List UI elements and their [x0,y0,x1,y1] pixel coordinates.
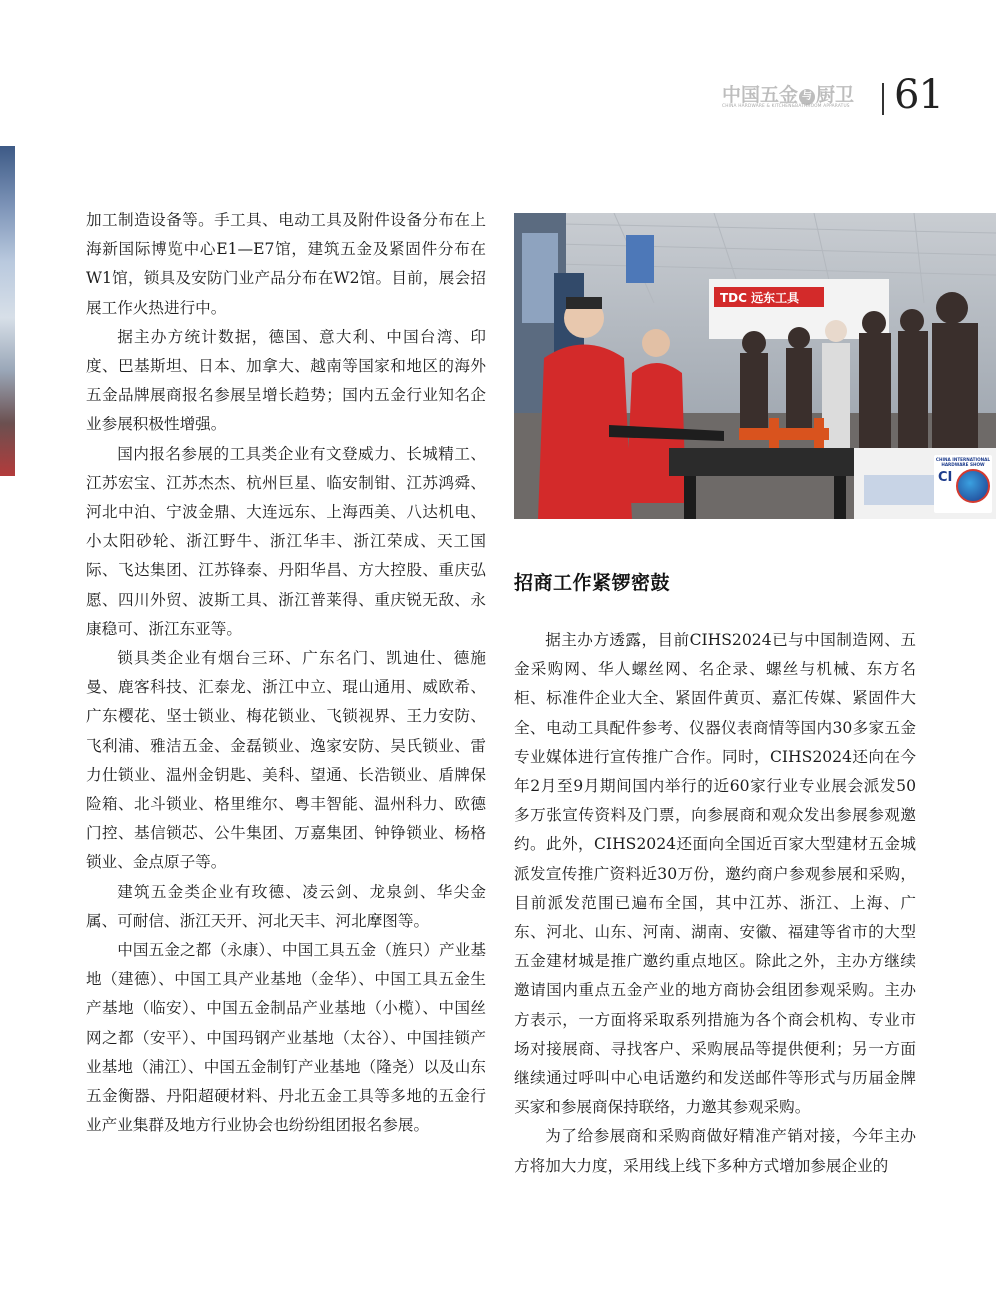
globe-icon [956,469,990,503]
edge-photo-strip [0,146,15,476]
paragraph: 为了给参展商和采购商做好精准产销对接，今年主办方将加大力度，采用线上线下多种方式增加参展企业的 [514,1127,916,1175]
paragraph: 建筑五金类企业有玫德、凌云剑、龙泉剑、华尖金属、可耐信、浙江天开、河北天丰、河北摩图等。 [86,882,486,930]
paragraph: 据主办方统计数据，德国、意大利、中国台湾、印度、巴基斯坦、日本、加拿大、越南等国家和地区的海外五金品牌展商报名参展呈增长趋势；国内五金行业知名企业参展积极性增强。 [86,327,486,434]
exhibition-photo [514,213,996,519]
photo-illustration [514,213,996,519]
paragraph: 加工制造设备等。手工具、电动工具及附件设备分布在上海新国际博览中心E1—E7馆，建筑五金及紧固件分布在W1馆，锁具及安防门业产品分布在W2馆。目前，展会招展工作火热进行中。 [86,211,486,317]
show-logo-mark: CI [938,470,953,485]
page-number: 61 [894,72,943,118]
magazine-logo [722,80,854,107]
right-column [514,626,916,1181]
magazine-title-and: 与 [799,89,815,105]
left-column [86,206,486,1141]
paragraph: 国内报名参展的工具类企业有文登威力、长城精工、江苏宏宝、江苏杰杰、杭州巨星、临安制钳、江苏鸿舜、河北中泊、宁波金鼎、大连远东、上海西美、八达机电、小太阳砂轮、浙江野牛、浙江华丰、浙江荣成、天工国际、飞达集团、江苏锋泰、丹阳华昌、方大控股、重庆弘愿、四川外贸、波斯工具、浙江普莱得、重庆锐无敌、永康稳可、浙江东亚等。 [86,444,486,638]
section-heading: 招商工作紧锣密鼓 [514,572,671,594]
magazine-title: 中国五金 [722,84,799,106]
booth-sign: TDC 远东工具 [720,291,800,305]
magazine-subtitle: CHINA HARDWARE & KITCHEN&BATHROOM APPARATUS [722,104,850,109]
show-logo [934,455,992,513]
paragraph: 中国五金之都（永康）、中国工具五金（旌只）产业基地（建德）、中国工具产业基地（金华）、中国工具五金生产基地（临安）、中国五金制品产业基地（小榄）、中国丝网之都（安平）、中国玛钢产业基地（太谷）、中国挂锁产业基地（浦江）、中国五金制钉产业基地（隆尧）以及山东五金衡器、丹阳超硬材料、丹北五金工具等多地的五金行业产业集群及地方行业协会也纷纷组团报名参展。 [86,941,486,1135]
header-divider [882,83,884,115]
paragraph: 锁具类企业有烟台三环、广东名门、凯迪仕、德施曼、鹿客科技、汇泰龙、浙江中立、琨山通用、威欧希、广东樱花、坚士锁业、梅花锁业、飞锁视界、王力安防、飞利浦、雅洁五金、金磊锁业、逸家安防、吴氏锁业、雷力仕锁业、温州金钥匙、美科、望通、长浩锁业、盾牌保险箱、北斗锁业、格里维尔、粤丰智能、温州科力、欧德门控、基信锁芯、公牛集团、万嘉集团、钟铮锁业、杨格锁业、金点原子等。 [86,649,486,872]
magazine-title-2: 厨卫 [816,84,855,106]
paragraph: 据主办方透露，目前CIHS2024已与中国制造网、五金采购网、华人螺丝网、名企录、螺丝与机械、东方名柜、标准件企业大全、紧固件黄页、嘉汇传媒、紧固件大全、电动工具配件参考、仪器仪表商情等国内30多家五金专业媒体进行宣传推广合作。同时，CIHS2024还向在今年2月至9月期间国内举行的近60家行业专业展会派发50多万张宣传资料及门票，向参展商和观众发出参展参观邀约。此外，CIHS2024还面向全国近百家大型建材五金城派发宣传推广资料近30万份，邀约商户参观参展和采购，目前派发范围已遍布全国，其中江苏、浙江、上海、广东、河北、山东、河南、湖南、安徽、福建等省市的大型五金建材城是推广邀约重点地区。除此之外，主办方继续邀请国内重点五金产业的地方商协会组团参观采购。主办方表示，一方面将采取系列措施为各个商会机构、专业市场对接展商、寻找客户、采购展品等提供便利；另一方面继续通过呼叫中心电话邀约和发送邮件等形式与历届金牌买家和参展商保持联络，力邀其参观采购。 [514,631,916,1117]
show-logo-text: CHINA INTERNATIONAL HARDWARE SHOW [935,457,991,467]
